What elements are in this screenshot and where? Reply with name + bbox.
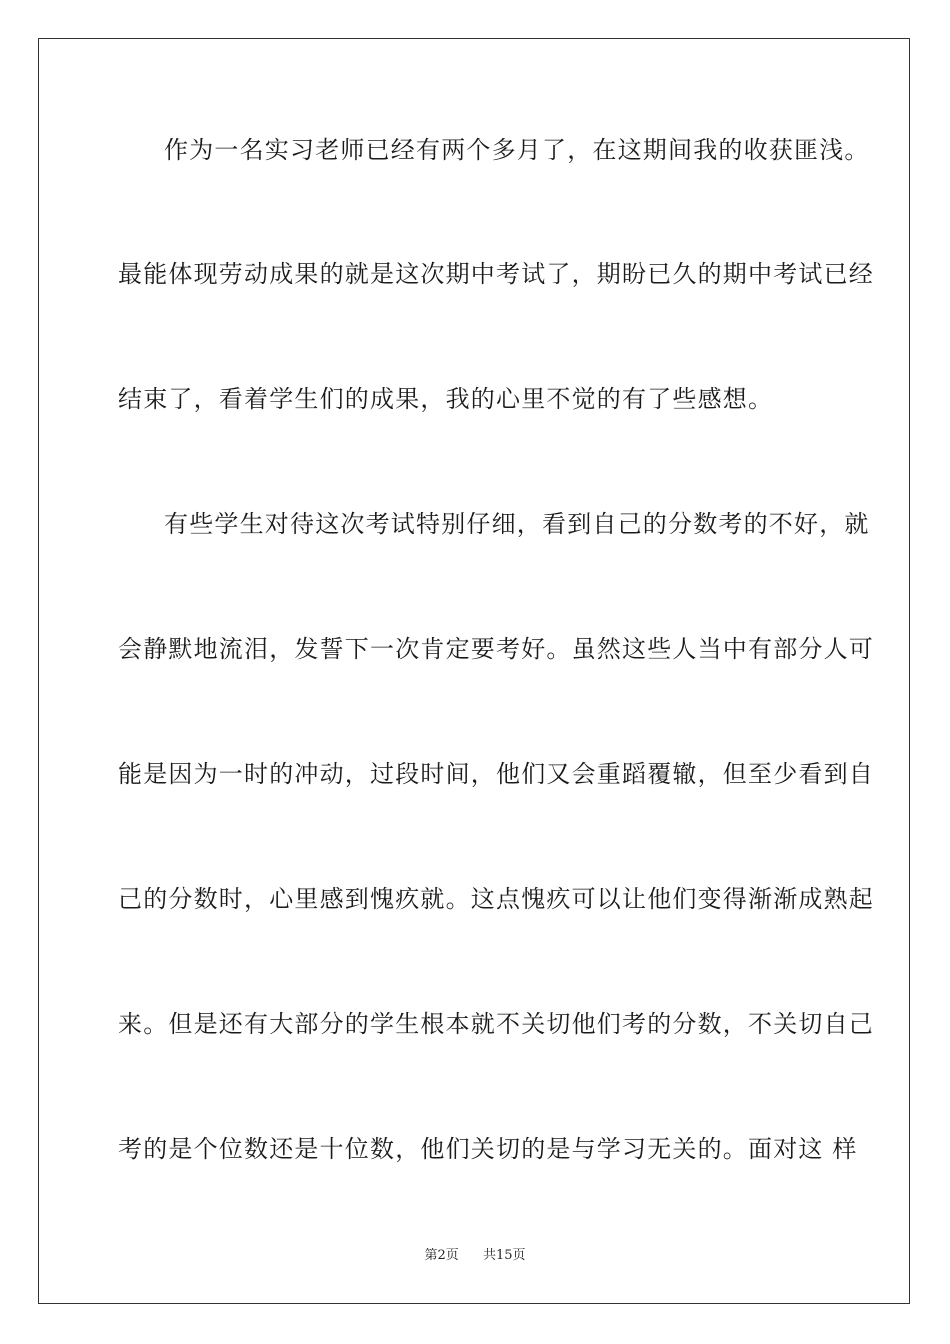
- page-number: 第2页: [424, 1248, 459, 1263]
- paragraph-2-line-2: 会静默地流泪，发誓下一次肯定要考好。虽然这些人当中有部分人可: [118, 635, 874, 663]
- paragraph-1-line-1: 作为一名实习老师已经有两个多月了，在这期间我的收获匪浅。: [164, 136, 870, 164]
- paragraph-2-line-5: 来。但是还有大部分的学生根本就不关切他们考的分数，不关切自己: [118, 1010, 874, 1038]
- paragraph-2-line-6: 考的是个位数还是十位数，他们关切的是与学习无关的。面对这 样: [118, 1135, 858, 1163]
- page-footer: [0, 1247, 950, 1265]
- paragraph-1-line-3: 结束了，看着学生们的成果，我的心里不觉的有了些感想。: [118, 385, 774, 413]
- paragraph-2-line-1: 有些学生对待这次考试特别仔细，看到自己的分数考的不好，就: [164, 510, 870, 538]
- paragraph-1-line-2: 最能体现劳动成果的就是这次期中考试了，期盼已久的期中考试已经: [118, 260, 874, 288]
- paragraph-2-line-4: 己的分数时，心里感到愧疚就。这点愧疚可以让他们变得渐渐成熟起: [118, 885, 874, 913]
- page-border: [38, 38, 910, 1304]
- total-pages: 共15页: [483, 1248, 526, 1263]
- paragraph-2-line-3: 能是因为一时的冲动，过段时间，他们又会重蹈覆辙，但至少看到自: [118, 760, 874, 788]
